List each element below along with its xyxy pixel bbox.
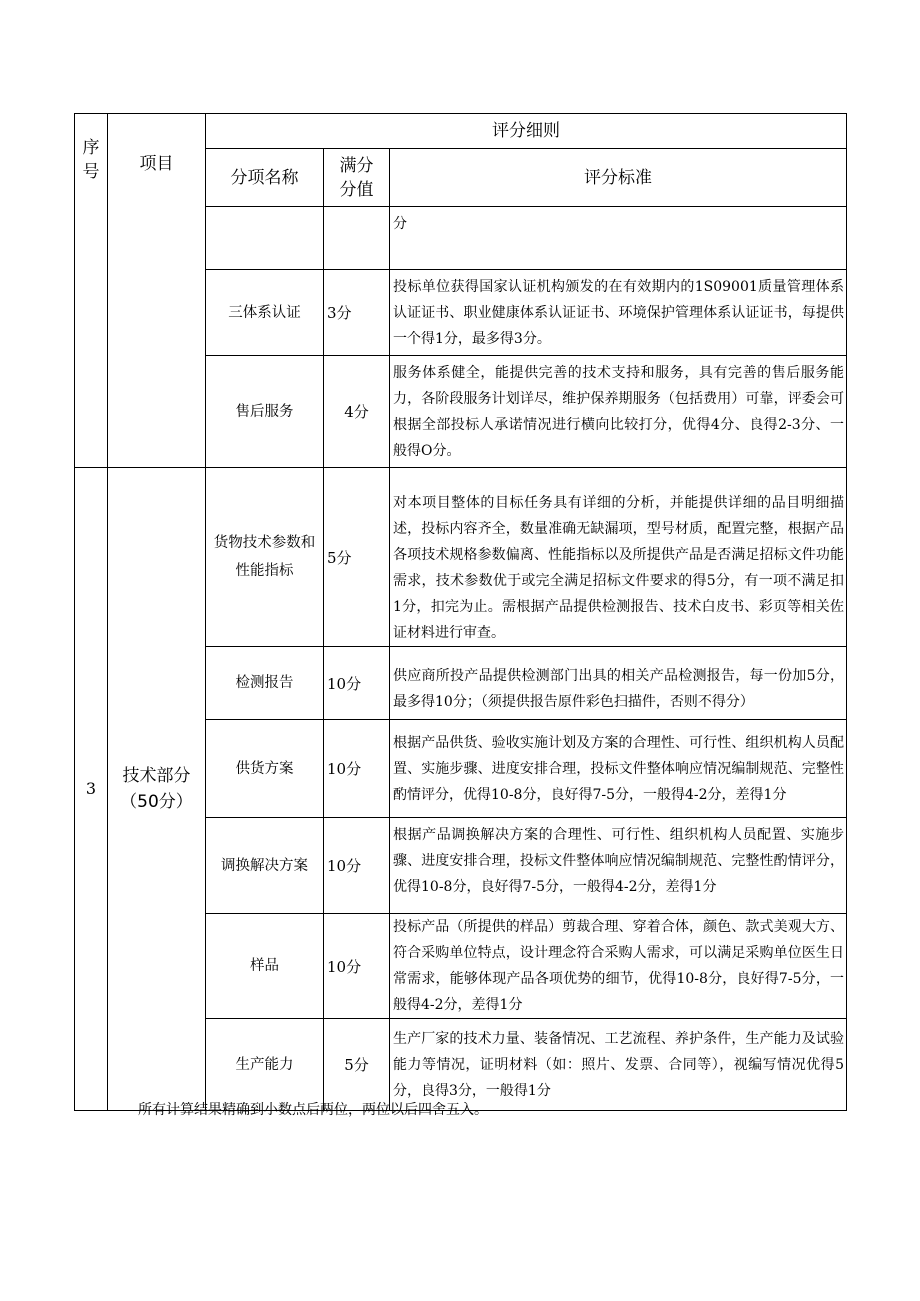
standard-cell: 根据产品调换解决方案的合理性、可行性、组织机构人员配置、实施步骤、进度安排合理，投标文件整体响应情况编制规范、完整性酌情评分，优得10-8分，良好得7-5分，一般得4-2分，差得1分 xyxy=(390,818,847,914)
full-score-cell: 5分 xyxy=(324,468,390,647)
standard-header: 评分标准 xyxy=(390,149,847,207)
project-cell: 技术部分（50分） xyxy=(108,468,206,1111)
full-score-header: 满分分值 xyxy=(324,149,390,207)
full-score-cell: 10分 xyxy=(324,720,390,818)
standard-cell: 生产厂家的技术力量、装备情况、工艺流程、养护条件，生产能力及试验能力等情况，证明材料（如：照片、发票、合同等），视编写情况优得5分，良得3分，一般得1分 xyxy=(390,1019,847,1111)
seq-cell: 3 xyxy=(75,468,108,1111)
full-score-cell xyxy=(324,207,390,270)
sub-name-cell: 样品 xyxy=(206,914,324,1019)
standard-cell: 投标单位获得国家认证机构颁发的在有效期内的1S09001质量管理体系认证证书、职业健康体系认证证书、环境保护管理体系认证证书，每提供一个得1分，最多得3分。 xyxy=(390,270,847,356)
full-score-cell: 10分 xyxy=(324,914,390,1019)
sub-name-header: 分项名称 xyxy=(206,149,324,207)
standard-cell: 对本项目整体的目标任务具有详细的分析，并能提供详细的品目明细描述，投标内容齐全，数量准确无缺漏项，型号材质，配置完整，根据产品各项技术规格参数偏离、性能指标以及所提供产品是否满足招标文件功能需求，技术参数优于或完全满足招标文件要求的得5分，有一项不满足扣1分，扣完为止。需根据产品提供检测报告、技术白皮书、彩页等相关佐证材料进行审查。 xyxy=(390,468,847,647)
sub-name-cell: 生产能力 xyxy=(206,1019,324,1111)
table-row xyxy=(75,468,847,647)
full-score-cell: 10分 xyxy=(324,818,390,914)
sub-name-cell: 三体系认证 xyxy=(206,270,324,356)
seq-header: 序号 xyxy=(75,114,108,468)
standard-cell: 投标产品（所提供的样品）剪裁合理、穿着合体，颜色、款式美观大方、符合采购单位特点，设计理念符合采购人需求，可以满足采购单位医生日常需求，能够体现产品各项优势的细节，优得10-8分，良好得7-5分，一般得4-2分，差得1分 xyxy=(390,914,847,1019)
sub-name-cell: 售后服务 xyxy=(206,356,324,468)
standard-cell: 分 xyxy=(390,207,847,270)
sub-name-cell: 货物技术参数和性能指标 xyxy=(206,468,324,647)
footnote: 所有计算结果精确到小数点后两位，两位以后四舍五入。 xyxy=(138,1102,488,1118)
standard-cell: 供应商所投产品提供检测部门出具的相关产品检测报告，每一份加5分，最多得10分；（须提供报告原件彩色扫描件，否则不得分） xyxy=(390,647,847,720)
sub-name-cell: 供货方案 xyxy=(206,720,324,818)
sub-name-cell: 调换解决方案 xyxy=(206,818,324,914)
full-score-cell: 10分 xyxy=(324,647,390,720)
scoring-table xyxy=(74,113,847,1111)
rules-header: 评分细则 xyxy=(206,114,847,149)
standard-cell: 根据产品供货、验收实施计划及方案的合理性、可行性、组织机构人员配置、实施步骤、进度安排合理，投标文件整体响应情况编制规范、完整性酌情评分，优得10-8分，良好得7-5分，一般得4-2分，差得1分 xyxy=(390,720,847,818)
standard-cell: 服务体系健全，能提供完善的技术支持和服务，具有完善的售后服务能力，各阶段服务计划详尽，维护保养期服务（包括费用）可靠，评委会可根据全部投标人承诺情况进行横向比较打分，优得4分、良得2-3分、一般得O分。 xyxy=(390,356,847,468)
full-score-cell: 4分 xyxy=(324,356,390,468)
project-header: 项目 xyxy=(108,114,206,468)
sub-name-cell: 检测报告 xyxy=(206,647,324,720)
sub-name-cell xyxy=(206,207,324,270)
full-score-cell: 5分 xyxy=(324,1019,390,1111)
full-score-cell: 3分 xyxy=(324,270,390,356)
